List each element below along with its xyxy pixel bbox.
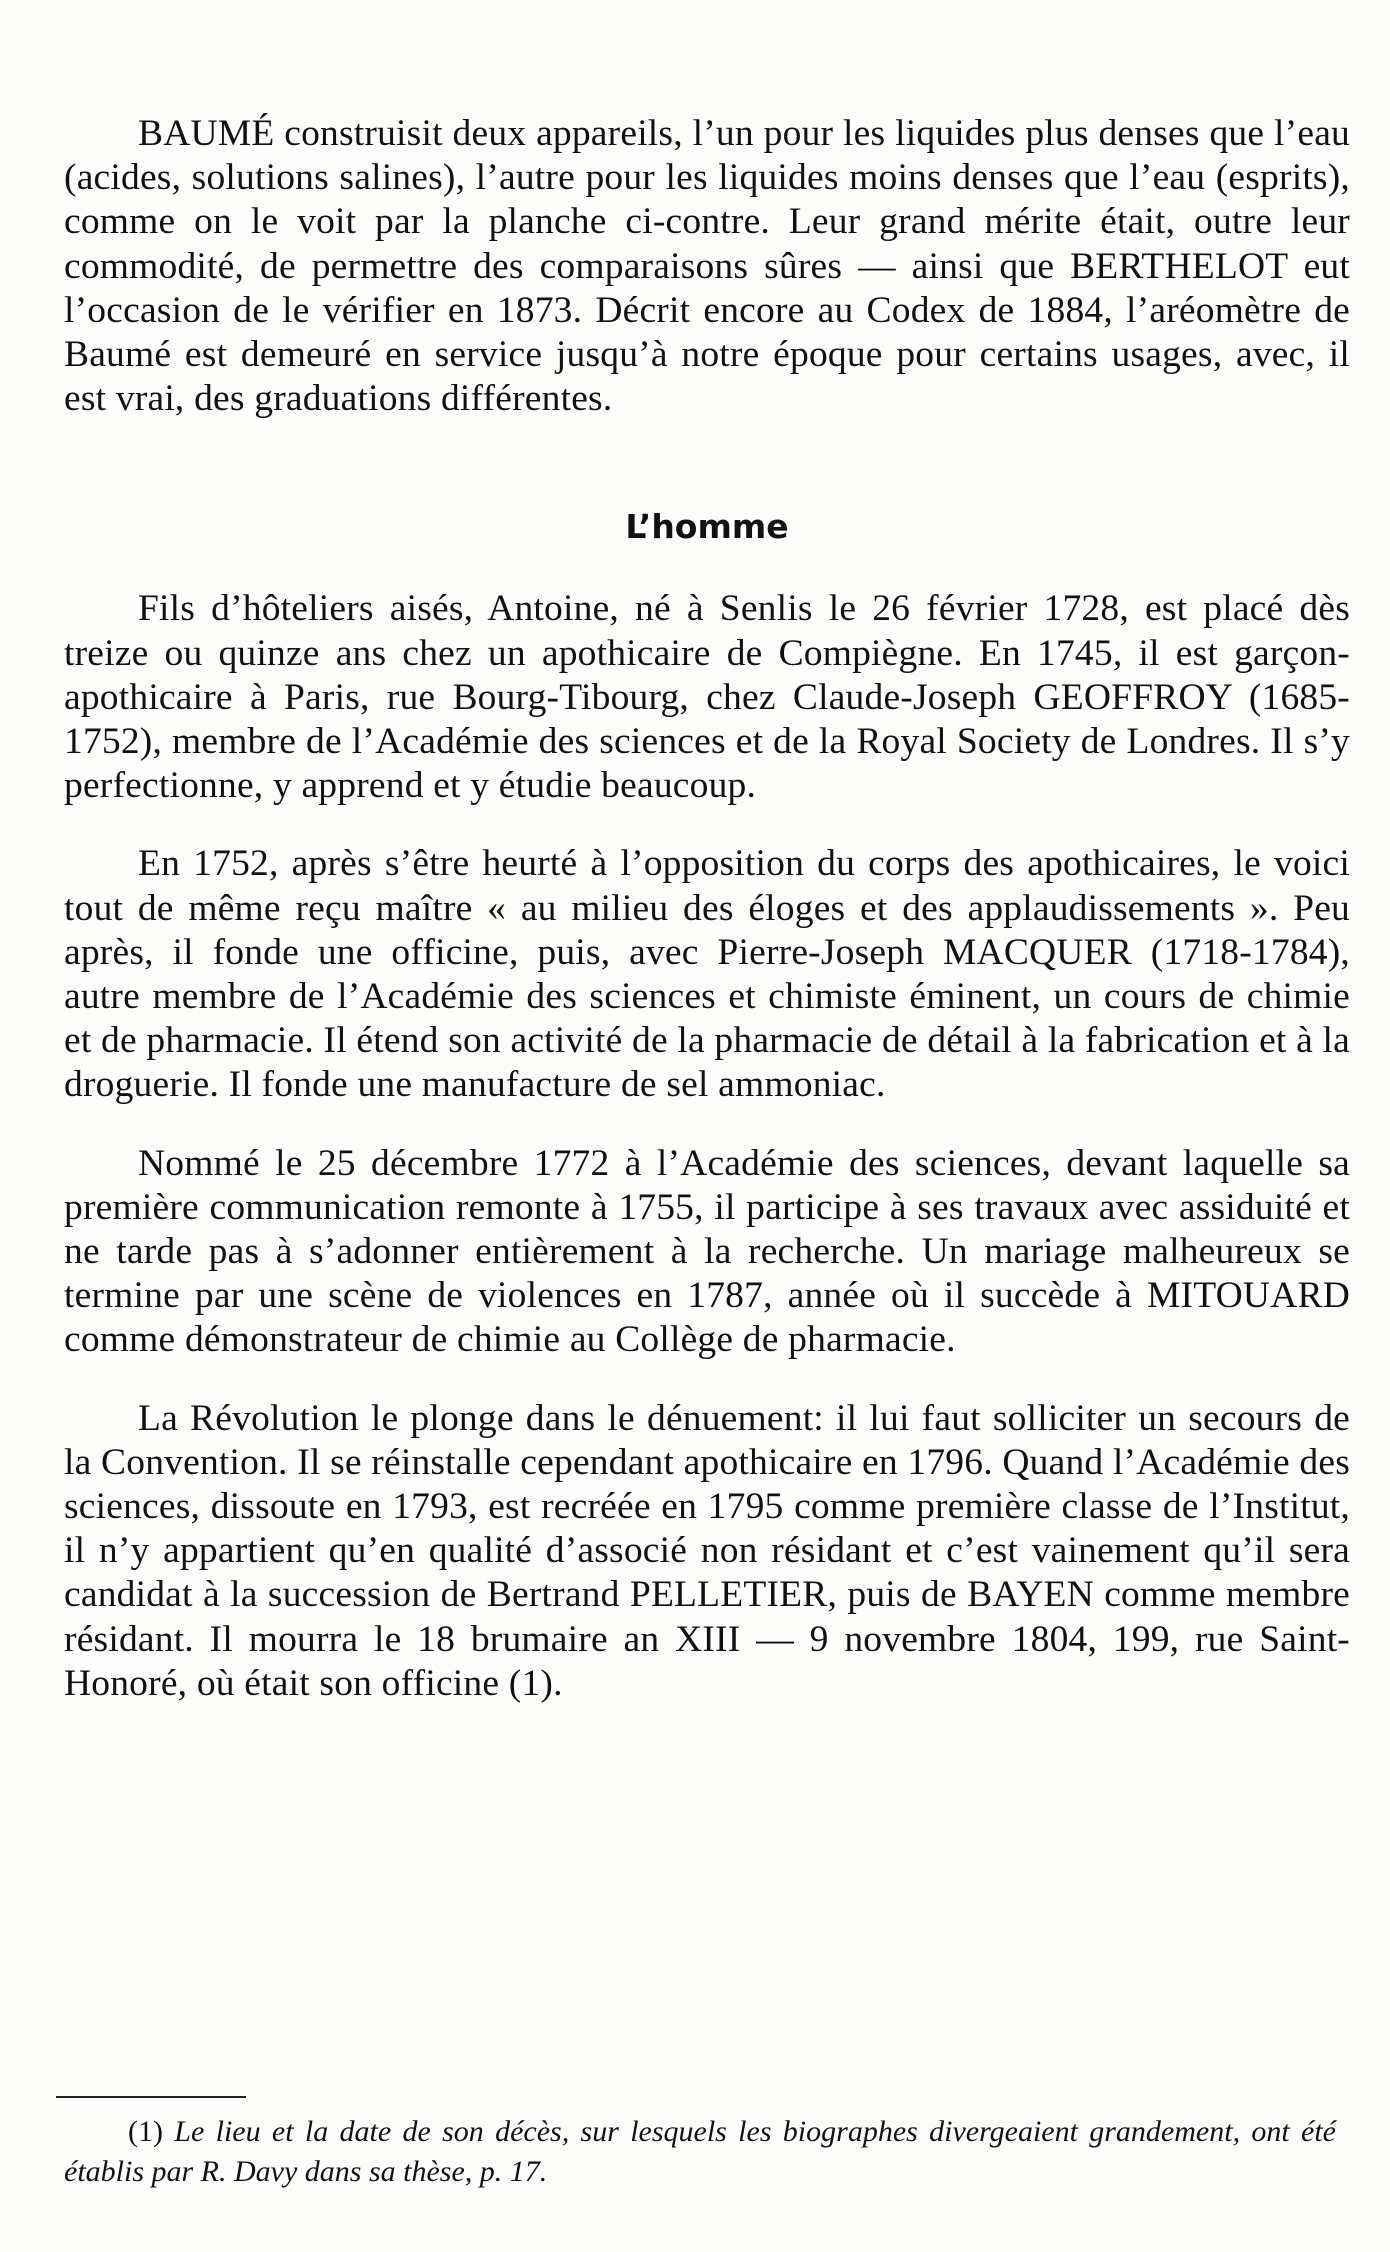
paragraph-baume-areometers: BAUMÉ construisit deux appareils, l’un pour les liquides plus denses que l’eau (acides, solutions salines), l’autre pour les liquides moins denses que l’eau (esprits), comme on le voit par la planche ci-contre. Leur grand mérite était, outre leur commodité, de permettre des comparaisons sûres — ainsi que BERTHELOT eut l’occasion de le vérifier en 1873. Décrit encore au Codex de 1884, l’aréomètre de Baumé est demeuré en service jusqu’à notre époque pour certains usages, avec, il est vrai, des graduations différentes. [64, 113, 1350, 420]
paragraph-academy: Nommé le 25 décembre 1772 à l’Académie des sciences, devant laquelle sa première communication remonte à 1755, il participe à ses travaux avec assiduité et ne tarde pas à s’adonner entièrement à la recherche. Un mariage malheureux se termine par une scène de violences en 1787, année où il succède à MITOUARD comme démonstrateur de chimie au Collège de pharmacie. [64, 1142, 1350, 1361]
footnote-text: Le lieu et la date de son décès, sur lesquels les biographes divergeaient grandement, ont été établis par R. Davy dans sa thèse, p. 17. [64, 2115, 1336, 2188]
footnote-divider [56, 2096, 246, 2098]
paragraph-early-life: Fils d’hôteliers aisés, Antoine, né à Senlis le 26 février 1728, est placé dès treize ou quinze ans chez un apothicaire de Compiègne. En 1745, il est garçon-apothicaire à Paris, rue Bourg-Tibourg, chez Claude-Joseph GEOFFROY (1685-1752), membre de l’Académie des sciences et de la Royal Society de Londres. Il s’y perfectionne, y apprend et y étudie beaucoup. [64, 588, 1350, 807]
paragraph-revolution: La Révolution le plonge dans le dénuement: il lui faut solliciter un secours de la Convention. Il se réinstalle cependant apothicaire en 1796. Quand l’Académie des sciences, dissoute en 1793, est recréée en 1795 comme première classe de l’Institut, il n’y appartient qu’en qualité d’associé non résidant et c’est vainement qu’il sera candidat à la succession de Bertrand PELLETIER, puis de BAYEN comme membre résidant. Il mourra le 18 brumaire an XIII — 9 novembre 1804, 199, rue Saint-Honoré, où était son officine (1). [64, 1397, 1350, 1704]
section-heading: L’homme [625, 507, 789, 547]
paragraph-master-apothecary: En 1752, après s’être heurté à l’opposition du corps des apothicaires, le voici tout de même reçu maître « au milieu des éloges et des applaudissements ». Peu après, il fonde une officine, puis, avec Pierre-Joseph MACQUER (1718-1784), autre membre de l’Académie des sciences et chimiste éminent, un cours de chimie et de pharmacie. Il étend son activité de la pharmacie de détail à la fabrication et à la droguerie. Il fonde une manufacture de sel ammoniac. [64, 843, 1350, 1106]
footnote [64, 2112, 1336, 2192]
footnote-marker: (1) [128, 2115, 175, 2148]
text-column [64, 112, 1350, 1706]
